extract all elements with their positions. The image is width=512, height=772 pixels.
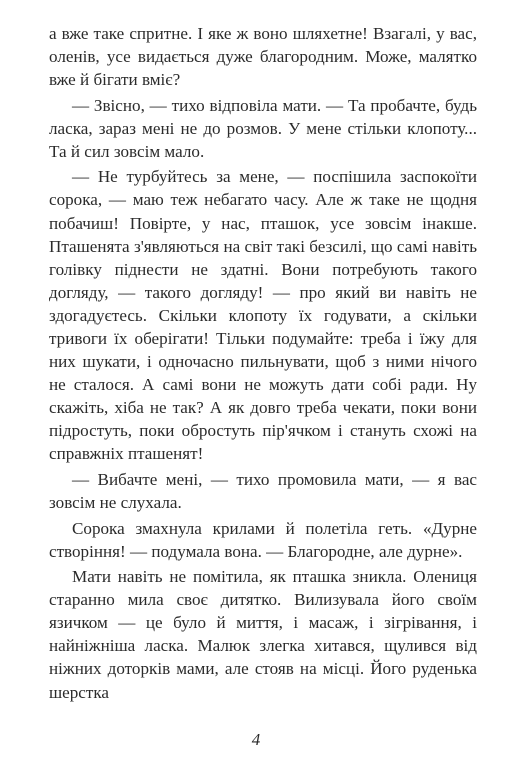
- paragraph-6: Мати навіть не помітила, як пташка зникла. Олениця старанно мила своє дитятко. Вилизувала його своїм язичком — це було й миття, і масаж, і зігрівання, і найніжніша ласка. Малюк злегка хитався, щулився від ніжних доторків мами, але стояв на місці. Його руденька шерстка: [49, 567, 477, 702]
- paragraph-3: — Не турбуйтесь за мене, — поспішила заспокоїти сорока, — маю теж небагато часу. Але ж таке не щодня побачиш! Повірте, у нас, пташок, усе зовсім інакше. Пташенята з'являються на світ такі безсилі, що самі навіть голівку піднести не здатні. Вони потребують такого догляду, — такого догляду! — про який ви навіть не здогадуєтесь. Скільки клопоту їх годувати, а скільки тривоги їх оберігати! Тільки подумайте: треба і їжу для них шукати, і одночасно пильнувати, щоб з ними нічого не сталося. А самі вони не можуть дати собі ради. Ну скажіть, хіба не так? А як довго треба чекати, поки вони підростуть, поки обростуть пір'ячком і стануть схожі на справжніх пташенят!: [49, 167, 477, 464]
- paragraph-4: — Вибачте мені, — тихо промовила мати, — я вас зовсім не слухала.: [49, 469, 477, 513]
- page-body: [49, 22, 477, 706]
- page-number: 4: [251, 730, 261, 749]
- paragraph-5: Сорока змахнула крилами й полетіла геть. «Дурне створіння! — подумала вона. — Благородне, але дурне».: [49, 518, 477, 561]
- paragraph-2: — Звісно, — тихо відповіла мати. — Та пробачте, будь ласка, зараз мені не до розмов. У мене стільки клопоту... Та й сил зовсім мало.: [49, 95, 477, 161]
- paragraph-1: а вже таке спритне. І яке ж воно шляхетне! Взагалі, у вас, оленів, усе видається дуже благородним. Може, малятко вже й бігати вміє?: [49, 24, 477, 90]
